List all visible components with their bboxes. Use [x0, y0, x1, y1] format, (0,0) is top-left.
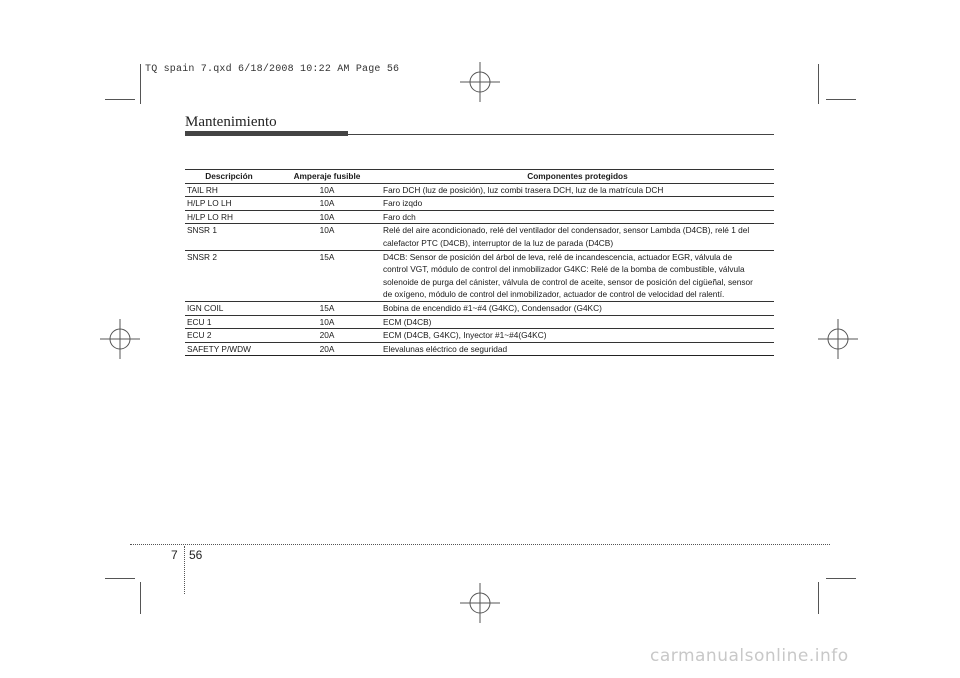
component-line: ECM (D4CB) — [383, 316, 432, 327]
component-line: ECM (D4CB, G4KC), Inyector #1~#4(G4KC) — [383, 330, 547, 341]
table-row — [185, 329, 774, 343]
table-row — [185, 183, 774, 197]
component-line: Relé del aire acondicionado, relé del ventilador del condensador, sensor Lambda (D4CB), relé 1 del — [383, 225, 750, 236]
cell-components — [381, 183, 774, 197]
header-amperage: Amperaje fusible — [273, 170, 381, 184]
footer-dotted-divider — [184, 546, 185, 594]
table-row — [185, 210, 774, 224]
crop-mark — [140, 582, 141, 614]
registration-mark-left — [100, 319, 140, 359]
cell-components — [381, 224, 774, 250]
registration-mark-bottom — [460, 583, 500, 623]
cell-description: ECU 1 — [185, 315, 273, 329]
cell-components — [381, 210, 774, 224]
section-title: Mantenimiento — [185, 114, 277, 130]
registration-mark-top — [460, 62, 500, 102]
component-line: solenoide de purga del cánister, válvula de control de aceite, sensor de posición del cigüeñal, sensor — [383, 276, 753, 287]
print-slug: TQ spain 7.qxd 6/18/2008 10:22 AM Page 56 — [145, 64, 400, 75]
cell-amperage: 10A — [273, 183, 381, 197]
fuse-table-body — [185, 183, 774, 356]
cell-amperage: 10A — [273, 197, 381, 211]
component-line: Faro izqdo — [383, 198, 423, 209]
cell-amperage: 20A — [273, 342, 381, 356]
table-row — [185, 342, 774, 356]
cell-components — [381, 250, 774, 301]
header-rule-thin — [348, 134, 774, 135]
cell-amperage: 10A — [273, 210, 381, 224]
cell-description: IGN COIL — [185, 301, 273, 315]
crop-mark — [818, 64, 819, 104]
cell-components — [381, 197, 774, 211]
table-row — [185, 197, 774, 211]
header-components: Componentes protegidos — [381, 170, 774, 184]
table-header-row — [185, 170, 774, 184]
cell-description: H/LP LO LH — [185, 197, 273, 211]
component-line: de oxígeno, módulo de control del inmobilizador, actuador de control de velocidad del ralentí. — [383, 289, 725, 300]
cell-amperage: 15A — [273, 250, 381, 301]
cell-amperage: 10A — [273, 315, 381, 329]
crop-mark — [105, 99, 135, 100]
component-line: Elevalunas eléctrico de seguridad — [383, 343, 508, 354]
footer-dotted-rule — [130, 544, 830, 545]
registration-mark-right — [818, 319, 858, 359]
table-row — [185, 301, 774, 315]
cell-description: SNSR 2 — [185, 250, 273, 301]
cell-components — [381, 315, 774, 329]
cell-amperage: 20A — [273, 329, 381, 343]
cell-amperage: 10A — [273, 224, 381, 250]
cell-description: SAFETY P/WDW — [185, 342, 273, 356]
cell-description: TAIL RH — [185, 183, 273, 197]
cell-description: ECU 2 — [185, 329, 273, 343]
cell-components — [381, 301, 774, 315]
cell-amperage: 15A — [273, 301, 381, 315]
crop-mark — [826, 99, 856, 100]
cell-components — [381, 329, 774, 343]
watermark: carmanualsonline.info — [650, 646, 849, 666]
header-description: Descripción — [185, 170, 273, 184]
table-row — [185, 315, 774, 329]
chapter-number: 7 — [171, 548, 178, 562]
component-line: Bobina de encendido #1~#4 (G4KC), Condensador (G4KC) — [383, 302, 602, 313]
fuse-table — [185, 169, 774, 356]
component-line: Faro dch — [383, 211, 416, 222]
component-line: control VGT, módulo de control del inmobilizador G4KC: Relé de la bomba de combustible, válvula — [383, 264, 745, 275]
crop-mark — [105, 578, 135, 579]
component-line: D4CB: Sensor de posición del árbol de leva, relé de incandescencia, actuador EGR, válvula de — [383, 251, 733, 262]
cell-components — [381, 342, 774, 356]
crop-mark — [140, 64, 141, 104]
cell-description: SNSR 1 — [185, 224, 273, 250]
header-rule-thick — [185, 131, 348, 136]
cell-description: H/LP LO RH — [185, 210, 273, 224]
crop-mark — [826, 578, 856, 579]
crop-mark — [818, 582, 819, 614]
table-row — [185, 250, 774, 301]
page-number: 56 — [189, 548, 203, 562]
table-row — [185, 224, 774, 250]
component-line: calefactor PTC (D4CB), interruptor de la luz de parada (D4CB) — [383, 237, 614, 248]
component-line: Faro DCH (luz de posición), luz combi trasera DCH, luz de la matrícula DCH — [383, 184, 664, 195]
